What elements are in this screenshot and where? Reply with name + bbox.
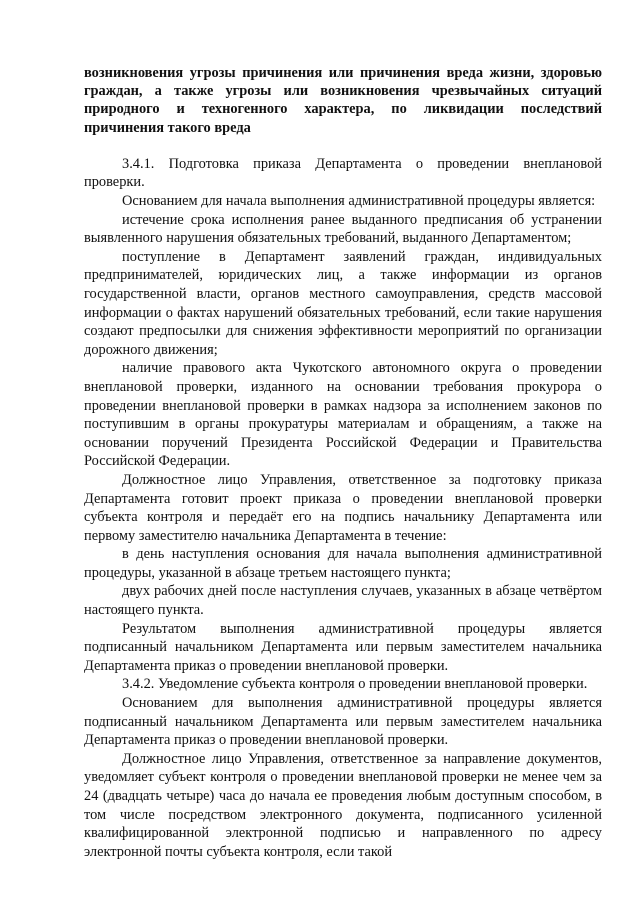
paragraph-two-days: двух рабочих дней после наступления случаев, указанных в абзаце четвёртом настоящего пункта. bbox=[84, 583, 602, 619]
paragraph-same-day: в день наступления основания для начала выполнения административной процедуры, указанной в абзаце третьем настоящего пункта; bbox=[84, 546, 602, 581]
paragraph-3-4-1-title: 3.4.1. Подготовка приказа Департамента о проведении внеплановой проверки. bbox=[84, 155, 602, 191]
document-body bbox=[84, 64, 602, 861]
paragraph-legal-act: наличие правового акта Чукотского автономного округа о проведении внеплановой проверки, изданного на основании требования прокурора о проведении внеплановой проверки в рамках надзора за исполнением законов по поступившим в органы прокуратуры материалам и обращениям, а также на основании поручений Президента Российской Федерации и Правительства Российской Федерации. bbox=[84, 360, 602, 470]
paragraph-complaints: поступление в Департамент заявлений граждан, индивидуальных предпринимателей, юридических лиц, а также информации из органов государственной власти, органов местного самоуправления, средств массовой информации о фактах нарушений обязательных требований, если такие нарушения создают предпосылки для снижения эффективности мероприятий по организации дорожного движения; bbox=[84, 248, 602, 358]
paragraph-notification-basis: Основанием для выполнения административной процедуры является подписанный начальником Департамента или первым заместителем начальника Департамента приказ о проведении внеплановой проверки. bbox=[84, 695, 602, 749]
paragraph-prescription-expiry: истечение срока исполнения ранее выданного предписания об устранении выявленного нарушения обязательных требований, выданного Департаментом; bbox=[84, 211, 602, 247]
paragraph-result: Результатом выполнения административной процедуры является подписанный начальником Департамента или первым заместителем начальника Департамента приказ о проведении внеплановой проверки. bbox=[84, 620, 602, 674]
paragraph-official-prepares: Должностное лицо Управления, ответственное за подготовку приказа Департамента готовит проект приказа о проведении внеплановой проверки субъекта контроля и передаёт его на подпись начальнику Департамента или первому заместителю начальника Департамента в течение: bbox=[84, 471, 602, 544]
paragraph-notification-official: Должностное лицо Управления, ответственное за направление документов, уведомляет субъект контроля о проведении внеплановой проверки не менее чем за 24 (двадцать четыре) часа до начала ее проведения любым доступным способом, в том числе посредством электронного документа, подписанного усиленной квалифицированной электронной подписью и направленного по адресу электронной почты субъекта контроля, если такой bbox=[84, 750, 602, 860]
paragraph-3-4-2-title: 3.4.2. Уведомление субъекта контроля о проведении внеплановой проверки. bbox=[122, 676, 588, 693]
section-heading: возникновения угрозы причинения или причинения вреда жизни, здоровью граждан, а также угрозы или возникновения чрезвычайных ситуаций природного и техногенного характера, по ликвидации последствий причинения такого вреда bbox=[84, 65, 602, 136]
paragraph-basis: Основанием для начала выполнения административной процедуры является: bbox=[122, 193, 596, 209]
